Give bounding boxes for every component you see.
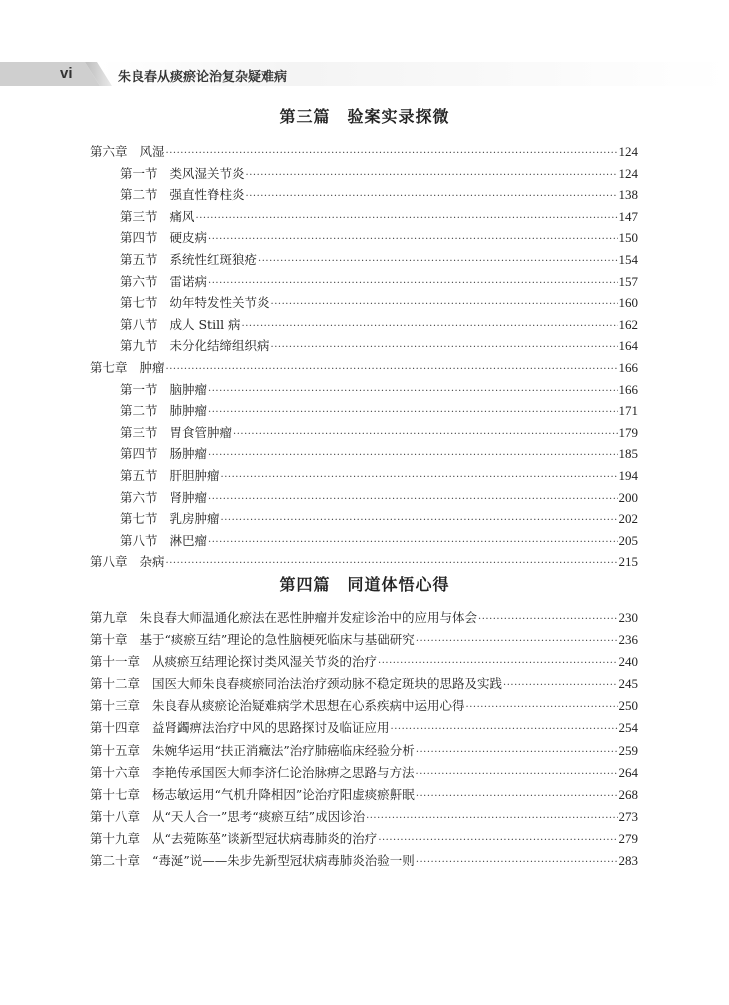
dot-leader <box>271 295 618 310</box>
entry-title: 肾肿瘤 <box>169 489 208 505</box>
entry-page: 160 <box>618 295 638 311</box>
dot-leader <box>503 676 617 691</box>
toc-entry[interactable] <box>90 272 638 294</box>
entry-page: 166 <box>618 359 638 375</box>
dot-leader <box>242 317 618 332</box>
entry-page: 236 <box>618 632 638 648</box>
part-title: 第三篇 验案实录探微 <box>279 107 450 126</box>
entry-page: 205 <box>618 532 638 548</box>
entry-title: 胃食管肿瘤 <box>169 424 233 440</box>
entry-title: 国医大师朱良春痰瘀同治法治疗颈动脉不稳定斑块的思路及实践 <box>152 676 503 692</box>
entry-page: 154 <box>618 251 638 267</box>
dot-leader <box>208 230 617 245</box>
toc-entry[interactable] <box>90 380 638 402</box>
entry-page: 185 <box>618 446 638 462</box>
part-title: 第四篇 同道体悟心得 <box>279 575 450 594</box>
toc-entry[interactable] <box>90 444 638 466</box>
dot-leader <box>208 490 617 505</box>
entry-title: 硬皮病 <box>169 230 208 246</box>
header-tab <box>0 62 100 86</box>
entry-title: 李艳传承国医大师李济仁论治脉痹之思路与方法 <box>152 764 415 780</box>
entry-title: 肝胆肿瘤 <box>169 467 220 483</box>
dot-leader <box>416 853 618 868</box>
entry-number: 第二节 <box>120 187 158 203</box>
entry-number: 第三节 <box>120 208 158 224</box>
entry-number: 第十八章 <box>90 808 141 824</box>
entry-number: 第十九章 <box>90 830 141 846</box>
entry-title: 风湿 <box>139 144 165 159</box>
toc-entry[interactable] <box>90 164 638 186</box>
toc-entry[interactable] <box>90 829 638 851</box>
toc-entry[interactable] <box>90 741 638 763</box>
entry-page: 215 <box>618 554 638 570</box>
dot-leader <box>233 425 617 440</box>
toc-entry[interactable] <box>90 207 638 229</box>
entry-page: 259 <box>618 742 638 758</box>
entry-title: 幼年特发性关节炎 <box>169 295 270 311</box>
entry-number: 第二十章 <box>90 853 141 869</box>
entry-number: 第九章 <box>90 610 128 625</box>
entry-page: 138 <box>618 187 638 203</box>
toc-entry[interactable] <box>90 488 638 510</box>
toc-entry[interactable] <box>90 630 638 652</box>
entry-title: 朱婉华运用“扶正消癥法”治疗肺癌临床经验分析 <box>152 742 415 758</box>
toc-entry[interactable] <box>90 674 638 696</box>
dot-leader <box>221 468 618 483</box>
entry-title: “毒涎”说——朱步先新型冠状病毒肺炎治验一则 <box>152 853 415 869</box>
entry-title: 益肾蠲痹法治疗中风的思路探讨及临证应用 <box>152 720 390 736</box>
entry-page: 273 <box>618 808 638 824</box>
entry-page: 150 <box>618 230 638 246</box>
entry-page: 264 <box>618 764 638 780</box>
dot-leader <box>378 654 617 669</box>
entry-page: 162 <box>618 316 638 332</box>
toc-entry[interactable] <box>90 718 638 740</box>
entry-title: 朱良春大师温通化瘀法在恶性肿瘤并发症诊治中的应用与体会 <box>139 610 478 625</box>
dot-leader <box>221 511 618 526</box>
dot-leader <box>271 338 618 353</box>
entry-page: 268 <box>618 786 638 802</box>
entry-title: 淋巴瘤 <box>169 532 208 548</box>
entry-page: 245 <box>618 676 638 692</box>
toc-entry[interactable] <box>90 851 638 873</box>
dot-leader <box>416 765 618 780</box>
toc-entry[interactable] <box>90 142 638 164</box>
entry-title: 从痰瘀互结理论探讨类风湿关节炎的治疗 <box>152 654 378 670</box>
toc-entry[interactable] <box>90 509 638 531</box>
entry-page: 283 <box>618 853 638 869</box>
entry-number: 第十二章 <box>90 676 141 692</box>
entry-number: 第十一章 <box>90 654 141 670</box>
dot-leader <box>208 533 617 548</box>
toc-part-3 <box>90 142 638 574</box>
entry-title: 基于“痰瘀互结”理论的急性脑梗死临床与基础研究 <box>139 632 415 648</box>
entry-number: 第十七章 <box>90 786 141 802</box>
entry-title: 未分化结缔组织病 <box>169 338 270 354</box>
entry-page: 124 <box>618 165 638 181</box>
dot-leader <box>208 274 617 289</box>
entry-number: 第六节 <box>120 489 158 505</box>
entry-number: 第一节 <box>120 381 158 397</box>
toc-entry[interactable] <box>90 423 638 445</box>
entry-number: 第九节 <box>120 338 158 354</box>
toc-entry[interactable] <box>90 652 638 674</box>
book-title: 朱良春从痰瘀论治复杂疑难病 <box>118 70 288 85</box>
entry-number: 第十四章 <box>90 720 141 736</box>
toc-entry[interactable] <box>90 401 638 423</box>
entry-title: 从“去菀陈莝”谈新型冠状病毒肺炎的治疗 <box>152 830 378 846</box>
dot-leader <box>166 554 618 569</box>
entry-number: 第八节 <box>120 532 158 548</box>
entry-page: 254 <box>618 720 638 736</box>
dot-leader <box>246 187 618 202</box>
entry-title: 脑肿瘤 <box>169 381 208 397</box>
entry-number: 第七节 <box>120 295 158 311</box>
dot-leader <box>466 698 618 713</box>
dot-leader <box>208 446 617 461</box>
toc-part-4 <box>90 608 638 873</box>
toc-entry[interactable] <box>90 696 638 718</box>
entry-title: 肠肿瘤 <box>169 446 208 462</box>
entry-page: 240 <box>618 654 638 670</box>
entry-number: 第十三章 <box>90 698 141 714</box>
entry-number: 第四节 <box>120 446 158 462</box>
dot-leader <box>208 382 617 397</box>
dot-leader <box>166 144 618 159</box>
entry-page: 179 <box>618 424 638 440</box>
entry-page: 166 <box>618 381 638 397</box>
entry-number: 第十五章 <box>90 742 141 758</box>
entry-title: 类风湿关节炎 <box>169 165 245 181</box>
entry-page: 147 <box>618 208 638 224</box>
entry-title: 杨志敏运用“气机升降相因”论治疗阳虚痰瘀鼾眠 <box>152 786 415 802</box>
toc-entry[interactable] <box>90 185 638 207</box>
toc-entry[interactable] <box>90 315 638 337</box>
entry-page: 250 <box>618 698 638 714</box>
entry-title: 从“天人合一”思考“痰瘀互结”成因诊治 <box>152 808 366 824</box>
toc-entry[interactable] <box>90 552 638 574</box>
entry-title: 系统性红斑狼疮 <box>169 251 258 267</box>
entry-title: 雷诺病 <box>169 273 208 289</box>
entry-number: 第三节 <box>120 424 158 440</box>
entry-page: 157 <box>618 273 638 289</box>
entry-number: 第二节 <box>120 403 158 419</box>
toc-entry[interactable] <box>90 531 638 553</box>
toc-entry[interactable] <box>90 608 638 630</box>
entry-page: 200 <box>618 489 638 505</box>
dot-leader <box>258 252 617 267</box>
entry-number: 第五节 <box>120 251 158 267</box>
toc-entry[interactable] <box>90 785 638 807</box>
dot-leader <box>478 610 617 625</box>
toc-entry[interactable] <box>90 466 638 488</box>
entry-title: 肺肿瘤 <box>169 403 208 419</box>
entry-title: 痛风 <box>169 208 195 224</box>
toc-entry[interactable] <box>90 228 638 250</box>
entry-number: 第六节 <box>120 273 158 289</box>
entry-title: 强直性脊柱炎 <box>169 187 245 203</box>
toc-entry[interactable] <box>90 763 638 785</box>
entry-page: 279 <box>618 830 638 846</box>
entry-number: 第八章 <box>90 554 128 570</box>
dot-leader <box>366 809 617 824</box>
entry-title: 成人 Still 病 <box>169 316 241 332</box>
dot-leader <box>391 720 618 735</box>
dot-leader <box>208 403 617 418</box>
entry-title: 乳房肿瘤 <box>169 511 220 527</box>
dot-leader <box>416 743 618 758</box>
entry-title: 朱良春从痰瘀论治疑难病学术思想在心系疾病中运用心得 <box>152 698 465 714</box>
entry-number: 第一节 <box>120 165 158 181</box>
entry-page: 230 <box>618 610 638 625</box>
entry-number: 第七章 <box>90 359 128 375</box>
entry-page: 124 <box>618 144 638 159</box>
toc-entry[interactable] <box>90 250 638 272</box>
dot-leader <box>416 787 618 802</box>
toc-entry[interactable] <box>90 358 638 380</box>
dot-leader <box>246 166 618 181</box>
toc-entry[interactable] <box>90 807 638 829</box>
entry-page: 202 <box>618 511 638 527</box>
entry-page: 164 <box>618 338 638 354</box>
entry-number: 第十章 <box>90 632 128 648</box>
page-number: vi <box>60 65 73 82</box>
dot-leader <box>416 632 618 647</box>
entry-number: 第十六章 <box>90 764 141 780</box>
entry-title: 杂病 <box>139 554 165 570</box>
dot-leader <box>378 831 617 846</box>
entry-number: 第八节 <box>120 316 158 332</box>
entry-number: 第七节 <box>120 511 158 527</box>
entry-number: 第六章 <box>90 144 128 159</box>
entry-number: 第五节 <box>120 467 158 483</box>
entry-page: 194 <box>618 467 638 483</box>
toc-entry[interactable] <box>90 293 638 315</box>
toc-entry[interactable] <box>90 336 638 358</box>
dot-leader <box>166 360 618 375</box>
entry-number: 第四节 <box>120 230 158 246</box>
entry-page: 171 <box>618 403 638 419</box>
dot-leader <box>196 209 618 224</box>
entry-title: 肿瘤 <box>139 359 165 375</box>
